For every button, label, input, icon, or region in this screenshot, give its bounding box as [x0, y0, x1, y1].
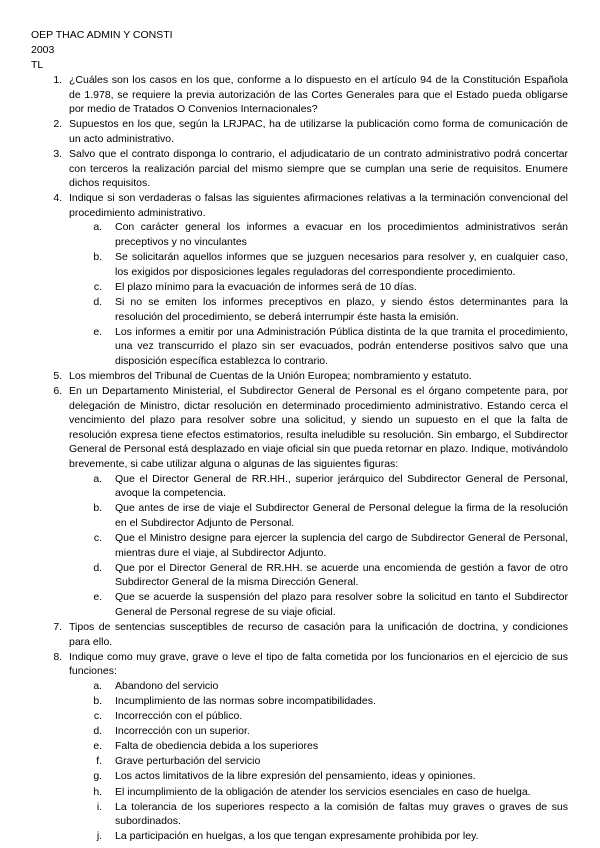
sub-item: d. Incorrección con un superior.	[105, 724, 568, 739]
sub-list	[69, 220, 568, 368]
sub-item: a. Con carácter general los informes a evacuar en los procedimientos administrativos serán preceptivos y no vinculantes	[105, 220, 568, 249]
question-text: En un Departamento Ministerial, el Subdirector General de Personal es el órgano competente para, por delegación de Ministro, dictar resolución en determinado procedimiento administrativo. Estando cerca el vencimiento del plazo para resolver sobre una solicitud, y siendo un supuesto en el que la falta de resolución expresa tiene efectos estimatorios, resulta ineludible su resolución. Sin embargo, el Subdirector General de Personal está desplazado en viaje oficial sin que pueda retornar en plazo. Indique, motivándolo brevemente, si cabe utilizar alguna o algunas de las siguientes figuras:	[69, 384, 568, 470]
document-header	[31, 28, 568, 73]
question-text: Indique si son verdaderas o falsas las siguientes afirmaciones relativas a la terminación convencional del procedimiento administrativo.	[69, 192, 568, 219]
sub-item: e. Falta de obediencia debida a los superiores	[105, 739, 568, 754]
question-3	[65, 147, 568, 191]
question-2	[65, 117, 568, 146]
sub-item: c. El plazo mínimo para la evacuación de informes será de 10 días.	[105, 280, 568, 295]
sub-list	[69, 472, 568, 620]
question-text: Supuestos en los que, según la LRJPAC, ha de utilizarse la publicación como forma de comunicación de un acto administrativo.	[69, 118, 568, 145]
sub-item: b. Se solicitarán aquellos informes que se juzguen necesarios para resolver y, en cualquier caso, los exigidos por disposiciones legales reguladoras del correspondiente procedimiento.	[105, 250, 568, 279]
question-text: ¿Cuáles son los casos en los que, conforme a lo dispuesto en el artículo 94 de la Constitución Española de 1.978, se requiere la previa autorización de las Cortes Generales para que el Estado pueda obligarse por medio de Tratados O Convenios Internacionales?	[69, 74, 568, 116]
header-title: OEP THAC ADMIN Y CONSTI	[31, 29, 173, 41]
sub-item: e. Que se acuerde la suspensión del plazo para resolver sobre la solicitud en tanto el Subdirector General de Personal regrese de su viaje oficial.	[105, 590, 568, 619]
sub-item: c. Incorrección con el público.	[105, 709, 568, 724]
question-text: Tipos de sentencias susceptibles de recurso de casación para la unificación de doctrina, y condiciones para ello.	[69, 620, 568, 648]
question-text: Los miembros del Tribunal de Cuentas de la Unión Europea; nombramiento y estatuto.	[69, 369, 472, 382]
sub-item: b. Que antes de irse de viaje el Subdirector General de Personal delegue la firma de la resolución en el Subdirector Adjunto de Personal.	[105, 501, 568, 530]
sub-item: i. La tolerancia de los superiores respecto a la comisión de faltas muy graves o graves de sus subordinados.	[105, 800, 568, 829]
sub-item: j. La participación en huelgas, a los que tengan expresamente prohibida por ley.	[105, 829, 568, 844]
question-text: Salvo que el contrato disponga lo contrario, el adjudicatario de un contrato administrativo podrá concertar con terceros la realización parcial del mismo siempre que se cumplan una serie de requisitos. Enumere dichos requisitos.	[69, 147, 568, 190]
sub-item: d. Si no se emiten los informes preceptivos en plazo, y siendo éstos determinantes para la resolución del procedimiento, se deberá interrumpir éste hasta la emisión.	[105, 295, 568, 324]
question-8	[65, 650, 568, 844]
question-7	[65, 620, 568, 649]
sub-item: c. Que el Ministro designe para ejercer la suplencia del cargo de Subdirector General de Personal, mientras dure el viaje, al Subdirector Adjunto.	[105, 531, 568, 560]
sub-item: a. Que el Director General de RR.HH., superior jerárquico del Subdirector General de Personal, avoque la competencia.	[105, 472, 568, 501]
header-year: 2003	[31, 44, 55, 56]
sub-list	[69, 679, 568, 844]
sub-item: g. Los actos limitativos de la libre expresión del pensamiento, ideas y opiniones.	[105, 769, 568, 784]
sub-item: d. Que por el Director General de RR.HH. se acuerde una encomienda de gestión a favor de otro Subdirector General de la misma Dirección General.	[105, 561, 568, 590]
sub-item: e. Los informes a emitir por una Administración Pública distinta de la que tramita el procedimiento, una vez transcurrido el plazo sin ser evacuados, podrán entenderse positivos salvo que una disposición específica establezca lo contrario.	[105, 325, 568, 369]
question-4	[65, 191, 568, 368]
sub-item: b. Incumplimiento de las normas sobre incompatibilidades.	[105, 694, 568, 709]
question-1	[65, 73, 568, 117]
question-list	[31, 73, 568, 844]
question-text: Indique como muy grave, grave o leve el tipo de falta cometida por los funcionarios en el ejercicio de sus funciones:	[69, 650, 568, 678]
sub-item: a. Abandono del servicio	[105, 679, 568, 694]
header-code: TL	[31, 59, 44, 71]
question-5	[65, 369, 568, 384]
question-6	[65, 384, 568, 620]
sub-item: f. Grave perturbación del servicio	[105, 754, 568, 769]
sub-item: h. El incumplimiento de la obligación de atender los servicios esenciales en caso de huelga.	[105, 785, 568, 800]
